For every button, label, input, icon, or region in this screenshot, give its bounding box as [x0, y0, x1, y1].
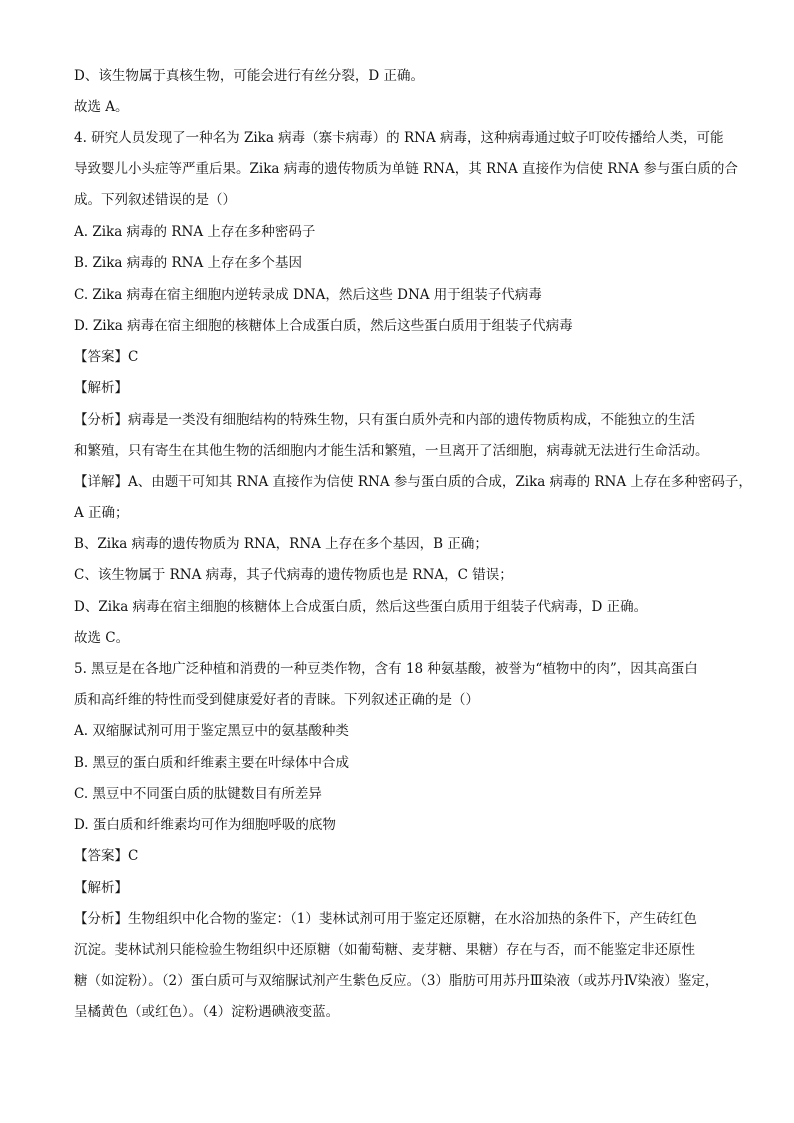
question-5-stem-line-2: 质和高纤维的特性而受到健康爱好者的青睐。下列叙述正确的是（）: [74, 692, 479, 708]
question-5-analysis-line-1: 【分析】生物组织中化合物的鉴定：（1）斐林试剂可用于鉴定还原糖，在水浴加热的条件下，产生砖红色: [74, 911, 697, 927]
question-4-stem-line-2: 导致婴儿小头症等严重后果。Zika 病毒的遗传物质为单链 RNA，其 RNA 直接作为信使 RNA 参与蛋白质的合: [74, 161, 738, 177]
question-4-stem-line-1: 4. 研究人员发现了一种名为 Zika 病毒（寨卡病毒）的 RNA 病毒，这种病毒通过蚊子叮咬传播给人类，可能: [74, 130, 724, 146]
question-4-detail-line-3: B、Zika 病毒的遗传物质为 RNA，RNA 上存在多个基因，B 正确；: [74, 536, 488, 552]
question-5-analysis-heading: 【解析】: [74, 880, 128, 896]
question-5-option-b: B. 黑豆的蛋白质和纤维素主要在叶绿体中合成: [74, 755, 350, 771]
question-4-answer: 【答案】C: [74, 349, 139, 365]
question-4-option-b: B. Zika 病毒的 RNA 上存在多个基因: [74, 255, 303, 271]
question-4-analysis-heading: 【解析】: [74, 380, 128, 396]
question-4-analysis-line-1: 【分析】病毒是一类没有细胞结构的特殊生物，只有蛋白质外壳和内部的遗传物质构成，不能独立的生活: [74, 412, 695, 428]
text-line-answer-choice: 故选 A。: [74, 99, 129, 115]
question-5-option-d: D. 蛋白质和纤维素均可作为细胞呼吸的底物: [74, 817, 336, 833]
question-4-detail-line-2: A 正确；: [74, 505, 129, 521]
question-5-option-c: C. 黑豆中不同蛋白质的肽键数目有所差异: [74, 786, 322, 802]
question-5-analysis-line-3: 糖（如淀粉）。（2）蛋白质可与双缩脲试剂产生紫色反应。（3）脂肪可用苏丹Ⅲ染液（或苏丹Ⅳ染液）鉴定，: [74, 973, 719, 989]
question-5-analysis-line-4: 呈橘黄色（或红色）。（4）淀粉遇碘液变蓝。: [74, 1004, 340, 1020]
question-4-detail-line-1: 【详解】A、由题干可知其 RNA 直接作为信使 RNA 参与蛋白质的合成，Zika 病毒的 RNA 上存在多种密码子，: [74, 474, 752, 490]
question-4-option-c: C. Zika 病毒在宿主细胞内逆转录成 DNA，然后这些 DNA 用于组装子代病毒: [74, 287, 542, 303]
question-4-option-d: D. Zika 病毒在宿主细胞的核糖体上合成蛋白质，然后这些蛋白质用于组装子代病毒: [74, 318, 573, 334]
question-5-stem-line-1: 5. 黑豆是在各地广泛种植和消费的一种豆类作物，含有 18 种氨基酸，被誉为“植物中的肉”，因其高蛋白: [74, 661, 698, 677]
question-4-detail-line-4: C、该生物属于 RNA 病毒，其子代病毒的遗传物质也是 RNA，C 错误；: [74, 567, 513, 583]
question-5-answer: 【答案】C: [74, 848, 139, 864]
question-4-option-a: A. Zika 病毒的 RNA 上存在多种密码子: [74, 224, 316, 240]
question-4-stem-line-3: 成。下列叙述错误的是（）: [74, 192, 236, 208]
question-4-final-choice: 故选 C。: [74, 630, 130, 646]
question-5-analysis-line-2: 沉淀。斐林试剂只能检验生物组织中还原糖（如葡萄糖、麦芽糖、果糖）存在与否，而不能鉴定非还原性: [74, 942, 695, 958]
text-line-option-d-conclusion: D、该生物属于真核生物，可能会进行有丝分裂，D 正确。: [74, 68, 424, 84]
question-4-analysis-line-2: 和繁殖，只有寄生在其他生物的活细胞内才能生活和繁殖，一旦离开了活细胞，病毒就无法进行生命活动。: [74, 443, 709, 459]
question-4-detail-line-5: D、Zika 病毒在宿主细胞的核糖体上合成蛋白质，然后这些蛋白质用于组装子代病毒，D 正确。: [74, 599, 648, 615]
question-5-option-a: A. 双缩脲试剂可用于鉴定黑豆中的氨基酸种类: [74, 723, 349, 739]
